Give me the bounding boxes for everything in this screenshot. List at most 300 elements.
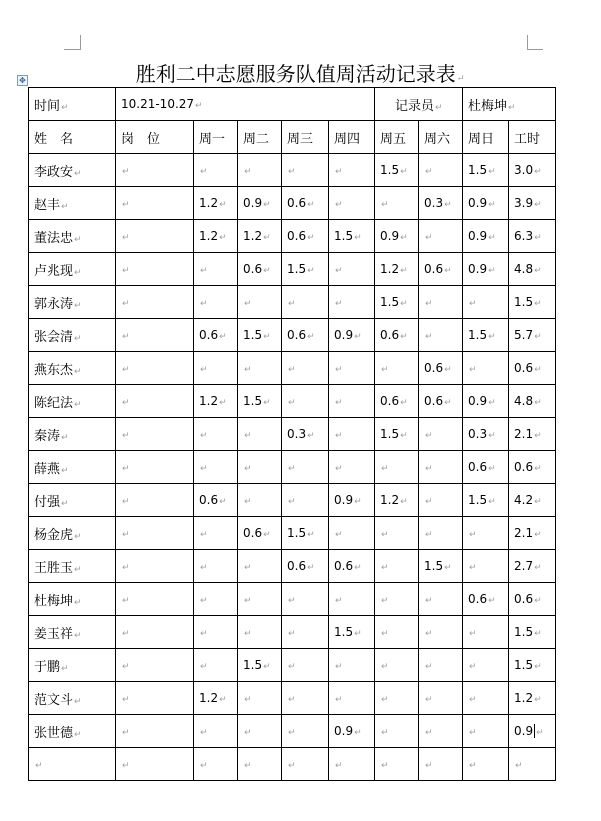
paragraph-mark: ↵ <box>534 563 542 573</box>
day-cell[interactable] <box>329 319 375 352</box>
cell-text: 1.2 <box>243 229 263 243</box>
cell-text: 0.9 <box>514 723 534 738</box>
hours-cell[interactable] <box>509 517 556 550</box>
day-cell[interactable] <box>463 319 509 352</box>
cell-text: 张世德 <box>34 725 74 741</box>
paragraph-mark: ↵ <box>263 662 271 672</box>
day-cell[interactable] <box>329 286 375 319</box>
day-cell[interactable] <box>238 451 282 484</box>
paragraph-mark: ↵ <box>425 497 433 507</box>
paragraph-mark: ↵ <box>200 629 208 639</box>
post-cell[interactable] <box>116 352 194 385</box>
paragraph-mark: ↵ <box>534 266 542 276</box>
day-cell[interactable] <box>194 418 238 451</box>
day-cell[interactable] <box>194 616 238 649</box>
hours-cell[interactable] <box>509 418 556 451</box>
day-cell[interactable] <box>419 616 463 649</box>
day-cell[interactable] <box>238 583 282 616</box>
post-cell[interactable] <box>116 649 194 682</box>
name-cell[interactable] <box>29 220 116 253</box>
paragraph-mark: ↵ <box>74 696 82 707</box>
name-cell[interactable] <box>29 385 116 418</box>
hours-cell[interactable] <box>509 484 556 517</box>
name-cell[interactable] <box>29 550 116 583</box>
day-cell[interactable] <box>282 583 329 616</box>
name-cell[interactable] <box>29 616 116 649</box>
hours-cell[interactable] <box>509 220 556 253</box>
name-cell[interactable] <box>29 715 116 748</box>
table-row <box>29 253 556 286</box>
paragraph-mark: ↵ <box>469 563 477 573</box>
paragraph-mark: ↵ <box>200 299 208 309</box>
day-cell[interactable] <box>419 451 463 484</box>
day-cell[interactable] <box>238 616 282 649</box>
name-cell[interactable] <box>29 319 116 352</box>
header-cell[interactable]: 周四 <box>329 121 375 154</box>
day-cell[interactable] <box>194 649 238 682</box>
post-cell[interactable] <box>116 319 194 352</box>
day-cell[interactable] <box>329 451 375 484</box>
day-cell[interactable] <box>238 649 282 682</box>
day-cell[interactable] <box>238 220 282 253</box>
header-cell[interactable]: 周二 <box>238 121 282 154</box>
paragraph-mark: ↵ <box>400 332 408 342</box>
day-cell[interactable] <box>375 583 419 616</box>
day-cell[interactable] <box>238 154 282 187</box>
cell-text: 4.2 <box>514 493 534 507</box>
name-cell[interactable] <box>29 418 116 451</box>
cell-text: 0.9 <box>468 229 488 243</box>
day-cell[interactable] <box>238 352 282 385</box>
cell-text: 1.5 <box>424 559 444 573</box>
day-cell[interactable] <box>419 682 463 715</box>
hours-cell[interactable] <box>509 154 556 187</box>
hours-cell[interactable] <box>509 550 556 583</box>
cell-text: 0.6 <box>199 493 219 507</box>
post-cell[interactable] <box>116 253 194 286</box>
day-cell[interactable] <box>238 253 282 286</box>
paragraph-mark: ↵ <box>400 266 408 276</box>
day-cell[interactable] <box>329 253 375 286</box>
day-cell[interactable] <box>463 451 509 484</box>
day-cell[interactable] <box>463 253 509 286</box>
day-cell[interactable] <box>419 484 463 517</box>
recorder-label[interactable]: 记录员↵ <box>375 88 463 121</box>
day-cell[interactable] <box>194 484 238 517</box>
post-cell[interactable] <box>116 715 194 748</box>
paragraph-mark: ↵ <box>444 398 452 408</box>
paragraph-mark: ↵ <box>263 398 271 408</box>
hours-cell[interactable] <box>509 649 556 682</box>
day-cell[interactable] <box>463 649 509 682</box>
day-cell[interactable] <box>329 550 375 583</box>
paragraph-mark: ↵ <box>534 200 542 210</box>
name-cell[interactable] <box>29 649 116 682</box>
day-cell[interactable] <box>282 616 329 649</box>
table-row <box>29 583 556 616</box>
day-cell[interactable] <box>375 418 419 451</box>
day-cell[interactable] <box>329 154 375 187</box>
day-cell[interactable] <box>419 253 463 286</box>
name-cell[interactable] <box>29 583 116 616</box>
day-cell[interactable] <box>282 154 329 187</box>
post-cell[interactable] <box>116 187 194 220</box>
paragraph-mark: ↵ <box>335 398 343 408</box>
day-cell[interactable] <box>419 187 463 220</box>
hours-cell[interactable] <box>509 352 556 385</box>
hours-cell[interactable] <box>509 187 556 220</box>
day-cell[interactable] <box>194 253 238 286</box>
post-cell[interactable] <box>116 286 194 319</box>
day-cell[interactable] <box>194 583 238 616</box>
paragraph-mark: ↵ <box>534 431 542 441</box>
paragraph-mark: ↵ <box>307 332 315 342</box>
name-cell[interactable] <box>29 682 116 715</box>
cell-text: 0.9 <box>243 196 263 210</box>
hours-cell[interactable] <box>509 253 556 286</box>
day-cell[interactable] <box>463 715 509 748</box>
paragraph-mark: ↵ <box>534 464 542 474</box>
table-row <box>29 154 556 187</box>
paragraph-mark: ↵ <box>488 200 496 210</box>
day-cell[interactable] <box>194 715 238 748</box>
day-cell[interactable] <box>419 286 463 319</box>
post-cell[interactable] <box>116 154 194 187</box>
paragraph-mark: ↵ <box>400 167 408 177</box>
day-cell[interactable] <box>463 583 509 616</box>
day-cell[interactable] <box>463 484 509 517</box>
day-cell[interactable] <box>375 748 419 781</box>
header-cell[interactable]: 岗 位 <box>116 121 194 154</box>
paragraph-mark: ↵ <box>534 332 542 342</box>
cell-text: 0.6 <box>243 526 263 540</box>
day-cell[interactable] <box>329 517 375 550</box>
recorder-value[interactable]: 杜梅坤↵ <box>463 88 556 121</box>
day-cell[interactable] <box>238 682 282 715</box>
header-cell[interactable]: 周一 <box>194 121 238 154</box>
post-cell[interactable] <box>116 220 194 253</box>
paragraph-mark: ↵ <box>122 761 130 771</box>
day-cell[interactable] <box>194 550 238 583</box>
day-cell[interactable] <box>282 682 329 715</box>
day-cell[interactable] <box>194 187 238 220</box>
paragraph-mark: ↵ <box>381 530 389 540</box>
day-cell[interactable] <box>375 682 419 715</box>
paragraph-mark: ↵ <box>200 365 208 375</box>
hours-cell[interactable] <box>509 682 556 715</box>
day-cell[interactable] <box>329 220 375 253</box>
cell-text: 赵丰 <box>34 197 61 213</box>
day-cell[interactable] <box>463 385 509 418</box>
paragraph-mark: ↵ <box>122 530 130 540</box>
paragraph-mark: ↵ <box>469 299 477 309</box>
day-cell[interactable] <box>282 517 329 550</box>
paragraph-mark: ↵ <box>74 333 82 344</box>
hours-cell[interactable] <box>509 583 556 616</box>
day-cell[interactable] <box>329 187 375 220</box>
day-cell[interactable] <box>238 319 282 352</box>
cell-text: 薛燕 <box>34 461 61 477</box>
day-cell[interactable] <box>194 319 238 352</box>
day-cell[interactable] <box>375 484 419 517</box>
header-cell[interactable]: 工时 <box>509 121 556 154</box>
day-cell[interactable] <box>419 319 463 352</box>
day-cell[interactable] <box>194 451 238 484</box>
day-cell[interactable] <box>375 319 419 352</box>
day-cell[interactable] <box>375 550 419 583</box>
day-cell[interactable] <box>282 385 329 418</box>
day-cell[interactable] <box>282 220 329 253</box>
cell-text: 1.5 <box>334 229 354 243</box>
day-cell[interactable] <box>238 484 282 517</box>
name-cell[interactable] <box>29 517 116 550</box>
day-cell[interactable] <box>282 253 329 286</box>
paragraph-mark: ↵ <box>488 596 496 606</box>
day-cell[interactable] <box>329 418 375 451</box>
day-cell[interactable] <box>282 715 329 748</box>
day-cell[interactable] <box>238 748 282 781</box>
day-cell[interactable] <box>194 385 238 418</box>
paragraph-mark: ↵ <box>400 497 408 507</box>
day-cell[interactable] <box>463 748 509 781</box>
day-cell[interactable] <box>463 154 509 187</box>
day-cell[interactable] <box>238 550 282 583</box>
cell-text: 秦涛 <box>34 428 61 444</box>
day-cell[interactable] <box>238 418 282 451</box>
hours-cell[interactable] <box>509 616 556 649</box>
day-cell[interactable] <box>419 550 463 583</box>
name-cell[interactable] <box>29 286 116 319</box>
day-cell[interactable] <box>419 220 463 253</box>
paragraph-mark: ↵ <box>354 629 362 639</box>
day-cell[interactable] <box>329 748 375 781</box>
day-cell[interactable] <box>329 385 375 418</box>
day-cell[interactable] <box>419 583 463 616</box>
day-cell[interactable] <box>463 616 509 649</box>
header-cell[interactable]: 周六 <box>419 121 463 154</box>
day-cell[interactable] <box>375 253 419 286</box>
paragraph-mark: ↵ <box>444 563 452 573</box>
day-cell[interactable] <box>282 451 329 484</box>
post-cell[interactable] <box>116 583 194 616</box>
day-cell[interactable] <box>194 748 238 781</box>
name-cell[interactable] <box>29 451 116 484</box>
day-cell[interactable] <box>238 517 282 550</box>
paragraph-mark: ↵ <box>381 596 389 606</box>
hours-cell[interactable] <box>509 715 556 748</box>
day-cell[interactable] <box>463 517 509 550</box>
day-cell[interactable] <box>282 352 329 385</box>
paragraph-mark: ↵ <box>244 497 252 507</box>
paragraph-mark: ↵ <box>335 662 343 672</box>
day-cell[interactable] <box>194 220 238 253</box>
day-cell[interactable] <box>194 286 238 319</box>
day-cell[interactable] <box>238 385 282 418</box>
document-title: 胜利二中志愿服务队值周活动记录表↵ <box>135 62 465 86</box>
day-cell[interactable] <box>375 220 419 253</box>
day-cell[interactable] <box>282 187 329 220</box>
paragraph-mark: ↵ <box>200 596 208 606</box>
paragraph-mark: ↵ <box>534 695 542 705</box>
name-cell[interactable] <box>29 154 116 187</box>
name-cell[interactable] <box>29 484 116 517</box>
time-value[interactable]: 10.21-10.27↵ <box>116 88 375 121</box>
paragraph-mark: ↵ <box>74 531 82 542</box>
paragraph-mark: ↵ <box>244 761 252 771</box>
name-cell[interactable] <box>29 352 116 385</box>
post-cell[interactable] <box>116 517 194 550</box>
header-cell[interactable]: 周三 <box>282 121 329 154</box>
day-cell[interactable] <box>375 286 419 319</box>
post-cell[interactable] <box>116 385 194 418</box>
post-cell[interactable] <box>116 418 194 451</box>
paragraph-mark: ↵ <box>244 629 252 639</box>
paragraph-mark: ↵ <box>61 498 69 509</box>
hours-cell[interactable] <box>509 451 556 484</box>
cell-text: 2.7 <box>514 559 534 573</box>
day-cell[interactable] <box>194 517 238 550</box>
day-cell[interactable] <box>282 484 329 517</box>
cell-text: 0.9 <box>468 394 488 408</box>
post-cell[interactable] <box>116 748 194 781</box>
day-cell[interactable] <box>375 517 419 550</box>
paragraph-mark: ↵ <box>307 266 315 276</box>
day-cell[interactable] <box>282 550 329 583</box>
post-cell[interactable] <box>116 484 194 517</box>
day-cell[interactable] <box>463 418 509 451</box>
paragraph-mark: ↵ <box>381 365 389 375</box>
day-cell[interactable] <box>329 484 375 517</box>
day-cell[interactable] <box>375 154 419 187</box>
post-cell[interactable] <box>116 682 194 715</box>
name-cell[interactable] <box>29 187 116 220</box>
day-cell[interactable] <box>282 286 329 319</box>
day-cell[interactable] <box>419 517 463 550</box>
table-row <box>29 286 556 319</box>
name-cell[interactable] <box>29 253 116 286</box>
hours-cell[interactable] <box>509 286 556 319</box>
paragraph-mark: ↵ <box>122 167 130 177</box>
hours-cell[interactable] <box>509 319 556 352</box>
hours-cell[interactable] <box>509 748 556 781</box>
table-row <box>29 616 556 649</box>
paragraph-mark: ↵ <box>61 432 69 443</box>
paragraph-mark: ↵ <box>381 629 389 639</box>
day-cell[interactable] <box>463 352 509 385</box>
day-cell[interactable] <box>282 748 329 781</box>
cell-text: 0.6 <box>424 361 444 375</box>
paragraph-mark: ↵ <box>263 530 271 540</box>
cell-text: 0.6 <box>287 559 307 573</box>
day-cell[interactable] <box>329 649 375 682</box>
day-cell[interactable] <box>329 583 375 616</box>
record-table-body <box>29 88 556 781</box>
day-cell[interactable] <box>375 187 419 220</box>
day-cell[interactable] <box>329 682 375 715</box>
paragraph-mark: ↵ <box>74 597 82 608</box>
paragraph-mark: ↵ <box>61 102 69 113</box>
paragraph-mark: ↵ <box>307 563 315 573</box>
day-cell[interactable] <box>238 187 282 220</box>
cell-text: 0.6 <box>380 394 400 408</box>
day-cell[interactable] <box>375 451 419 484</box>
day-cell[interactable] <box>463 682 509 715</box>
paragraph-mark: ↵ <box>425 233 433 243</box>
day-cell[interactable] <box>463 187 509 220</box>
post-cell[interactable] <box>116 550 194 583</box>
day-cell[interactable] <box>375 616 419 649</box>
day-cell[interactable] <box>375 352 419 385</box>
day-cell[interactable] <box>238 715 282 748</box>
table-row <box>29 220 556 253</box>
day-cell[interactable] <box>463 286 509 319</box>
paragraph-mark: ↵ <box>534 629 542 639</box>
day-cell[interactable] <box>375 385 419 418</box>
hours-cell[interactable] <box>509 385 556 418</box>
day-cell[interactable] <box>282 319 329 352</box>
paragraph-mark: ↵ <box>219 332 227 342</box>
day-cell[interactable] <box>419 418 463 451</box>
paragraph-mark: ↵ <box>74 267 82 278</box>
paragraph-mark: ↵ <box>381 761 389 771</box>
table-row <box>29 517 556 550</box>
cell-text: 1.5 <box>514 295 534 309</box>
header-cell[interactable]: 姓 名 <box>29 121 116 154</box>
day-cell[interactable] <box>419 385 463 418</box>
day-cell[interactable] <box>282 418 329 451</box>
paragraph-mark: ↵ <box>122 497 130 507</box>
day-cell[interactable] <box>194 154 238 187</box>
day-cell[interactable] <box>419 154 463 187</box>
day-cell[interactable] <box>238 286 282 319</box>
header-cell[interactable]: 周五 <box>375 121 419 154</box>
day-cell[interactable] <box>375 715 419 748</box>
header-cell[interactable]: 周日 <box>463 121 509 154</box>
day-cell[interactable] <box>419 352 463 385</box>
day-cell[interactable] <box>375 649 419 682</box>
day-cell[interactable] <box>282 649 329 682</box>
paragraph-mark: ↵ <box>122 200 130 210</box>
time-label[interactable]: 时间↵ <box>29 88 116 121</box>
paragraph-mark: ↵ <box>244 464 252 474</box>
day-cell[interactable] <box>419 715 463 748</box>
paragraph-mark: ↵ <box>200 464 208 474</box>
paragraph-mark: ↵ <box>61 465 69 476</box>
day-cell[interactable] <box>194 682 238 715</box>
paragraph-mark: ↵ <box>244 431 252 441</box>
post-cell[interactable] <box>116 451 194 484</box>
cell-text: 1.5 <box>243 394 263 408</box>
cell-text: 0.6 <box>468 460 488 474</box>
paragraph-mark: ↵ <box>288 596 296 606</box>
paragraph-mark: ↵ <box>122 431 130 441</box>
day-cell[interactable] <box>463 220 509 253</box>
table-row <box>29 484 556 517</box>
post-cell[interactable] <box>116 616 194 649</box>
day-cell[interactable] <box>329 616 375 649</box>
paragraph-mark: ↵ <box>244 365 252 375</box>
table-move-handle-icon[interactable]: ✥ <box>17 75 28 86</box>
name-cell[interactable] <box>29 748 116 781</box>
day-cell[interactable] <box>419 748 463 781</box>
day-cell[interactable] <box>329 352 375 385</box>
day-cell[interactable] <box>194 352 238 385</box>
paragraph-mark: ↵ <box>335 431 343 441</box>
day-cell[interactable] <box>419 649 463 682</box>
day-cell[interactable] <box>463 550 509 583</box>
day-cell[interactable] <box>329 715 375 748</box>
cell-text: 1.2 <box>514 691 534 705</box>
